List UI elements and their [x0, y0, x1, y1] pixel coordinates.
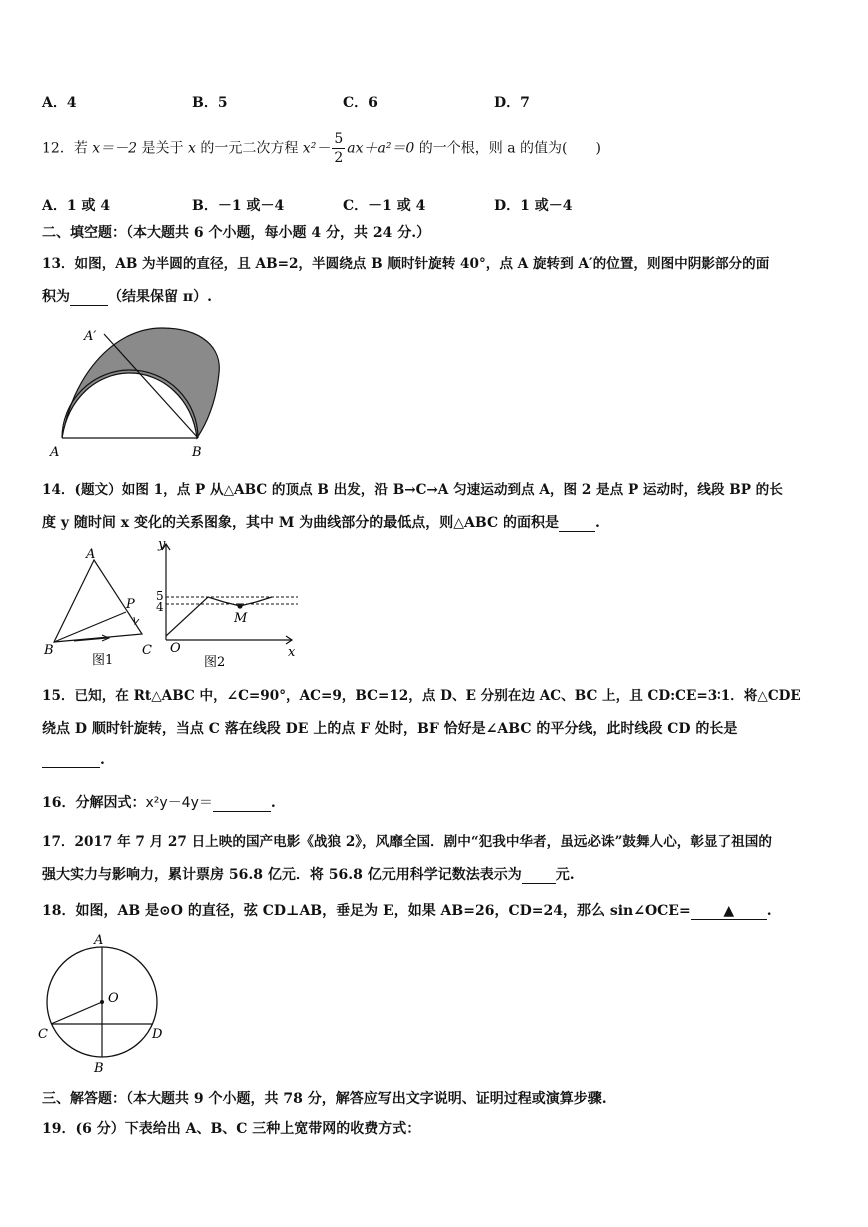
fig1-label-b: B [44, 643, 54, 658]
section-3-heading: 三、解答题：（本大题共 9 个小题，共 78 分，解答应写出文字说明、证明过程或演算步骤. [42, 1091, 607, 1107]
q12-text-b: 是关于 [137, 140, 188, 157]
fig-label-d: D [152, 1027, 163, 1042]
q12-question [42, 130, 601, 167]
q13-line1: 13．如图，AB 为半圆的直径，且 AB=2，半圆绕点 B 顺时针旋转 40°，点 A 旋转到 A′的位置，则图中阴影部分的面 [42, 256, 770, 272]
q16-answer-blank [213, 811, 271, 812]
q11-option-a: A．4 [42, 95, 77, 111]
q17-line2-pre: 强大实力与影响力，累计票房 56.8 亿元．将 56.8 亿元用科学记数法表示为 [42, 867, 522, 883]
graph-curve [166, 597, 272, 636]
fig2-caption: 图2 [204, 655, 226, 670]
q14-line2-post: . [594, 515, 600, 531]
q16-expression: x²y－4y＝ [145, 795, 213, 811]
fig1-label-p: P [126, 597, 135, 612]
q17-line2 [42, 864, 575, 884]
q14-line2-pre: 度 y 随时间 x 变化的关系图象，其中 M 为曲线部分的最低点，则△ABC 的面积是 [42, 515, 559, 531]
label-a-prime: A′ [84, 329, 97, 344]
fig1-caption: 图1 [92, 653, 114, 668]
q12-x-eq: x＝－2 [92, 140, 138, 157]
q12-frac-num: 5 [334, 131, 344, 147]
fig-label-c: C [38, 1027, 48, 1042]
q19-line: 19．(6 分）下表给出 A、B、C 三种上宽带网的收费方式： [42, 1121, 421, 1137]
q18-post: . [766, 903, 772, 919]
fig-label-a: A [94, 933, 104, 948]
q15-line2: 绕点 D 顺时针旋转，当点 C 落在线段 DE 上的点 F 处时，BF 恰好是∠ABC 的平分线，此时线段 CD 的长是 [42, 721, 738, 737]
q15-line3 [42, 752, 105, 768]
q13-line2-pre: 积为 [42, 289, 70, 305]
q13-figure [42, 318, 232, 464]
q11-option-d: D．7 [494, 95, 530, 111]
q15-line3-post: . [100, 752, 105, 768]
fig2-tick-4: 4 [156, 600, 164, 614]
q18-answer-blank [691, 903, 767, 920]
q12-text-a: 12．若 [42, 140, 93, 157]
fig-label-o: O [108, 991, 119, 1006]
fig1-label-a: A [86, 547, 96, 562]
q17-answer-blank [522, 883, 556, 884]
q12-option-a: A．1 或 4 [42, 198, 111, 214]
q16-line [42, 792, 276, 812]
fig2-tick-5: 5 [156, 589, 164, 603]
fig1-label-c: C [142, 643, 152, 658]
q16-post: . [270, 795, 276, 811]
q11-option-b: B．5 [192, 95, 228, 111]
q14-answer-blank [559, 531, 595, 532]
q12-option-d: D．1 或－4 [494, 198, 573, 214]
q12-option-c: C．－1 或 4 [343, 198, 426, 214]
q13-line2-post: （结果保留 π）. [108, 289, 212, 305]
q17-line2-post: 元. [555, 867, 575, 883]
label-a: A [50, 445, 60, 460]
fig2-label-o: O [170, 641, 181, 656]
q18-line [42, 900, 772, 920]
q12-eq-pre: x²－ [302, 140, 331, 157]
q11-option-c: C．6 [343, 95, 378, 111]
q14-line1: 14．(题文）如图 1，点 P 从△ABC 的顶点 B 出发，沿 B→C→A 匀速运动到点 A，图 2 是点 P 运动时，线段 BP 的长 [42, 482, 783, 498]
fig2-label-m: M [234, 611, 248, 626]
q12-x-var: x [187, 140, 196, 157]
q14-line2 [42, 512, 600, 532]
q14-figure-2 [152, 536, 302, 672]
section-2-heading: 二、填空题：（本大题共 6 个小题，每小题 4 分，共 24 分.） [42, 225, 431, 241]
q13-answer-blank [70, 305, 108, 306]
fig2-label-y: y [158, 537, 166, 552]
q15-answer-blank [42, 767, 100, 768]
q12-text-d: 的一个根，则 a 的值为( ) [414, 140, 601, 157]
fig-label-b: B [94, 1061, 104, 1074]
segment-oc [51, 1002, 102, 1024]
segment-bp [54, 612, 126, 642]
q18-pre: 18．如图，AB 是⊙O 的直径，弦 CD⊥AB，垂足为 E，如果 AB=26，CD=24，那么 sin∠OCE= [42, 903, 691, 919]
point-m [237, 603, 242, 608]
q12-eq-post: ax＋a²＝0 [347, 140, 415, 157]
q18-figure [36, 930, 176, 1074]
fig2-label-x: x [288, 645, 296, 660]
triangle-mark-icon: ▲ [723, 903, 735, 919]
q12-frac-den: 2 [334, 150, 344, 166]
center-point [100, 1000, 104, 1004]
q12-fraction [332, 130, 345, 167]
arrow-ca-head [134, 617, 139, 624]
q13-line2 [42, 286, 212, 306]
q15-line1: 15．已知，在 Rt△ABC 中，∠C=90°，AC=9，BC=12，点 D、E 分别在边 AC、BC 上，且 CD:CE=3∶1．将△CDE [42, 688, 801, 704]
q12-option-b: B．－1 或－4 [192, 198, 285, 214]
q16-pre: 16．分解因式： [42, 795, 146, 811]
q12-text-c: 的一元二次方程 [195, 140, 303, 157]
label-b: B [192, 445, 202, 460]
q14-figure-1 [42, 542, 162, 672]
q17-line1: 17．2017 年 7 月 27 日上映的国产电影《战狼 2》，风靡全国．剧中“犯我中华者，虽远必诛”鼓舞人心，彰显了祖国的 [42, 834, 772, 850]
